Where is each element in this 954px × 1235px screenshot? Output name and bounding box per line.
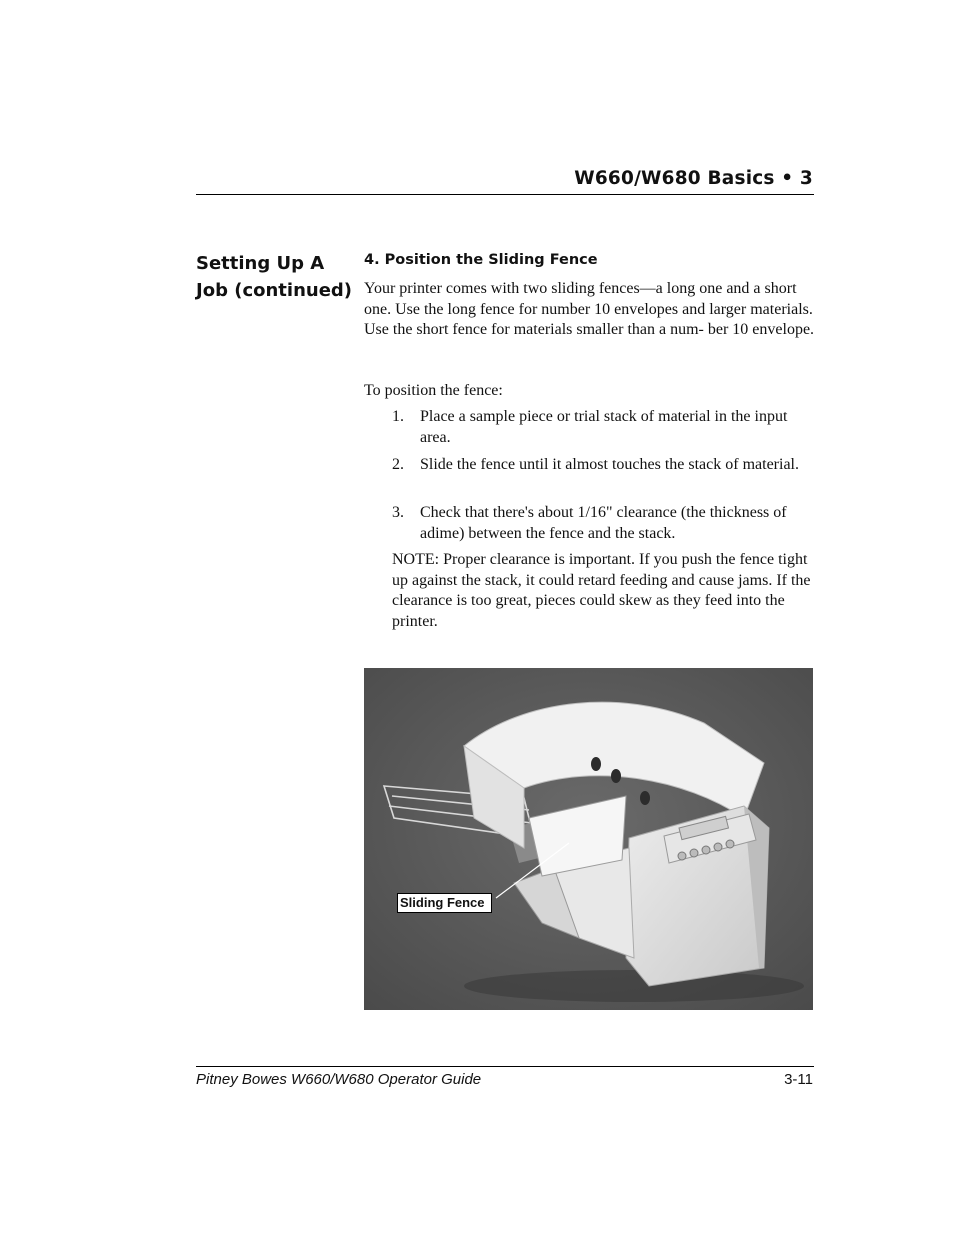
printer-illustration (364, 668, 813, 1010)
running-header-title: W660/W680 Basics • 3 (574, 168, 813, 189)
header-rule (196, 194, 814, 195)
footer-page-number: 3-11 (784, 1071, 813, 1088)
footer-rule (196, 1066, 814, 1067)
section-heading-line-2: Job (continued) (196, 280, 353, 301)
list-item-number: 3. (392, 504, 404, 521)
list-item-number: 2. (392, 456, 404, 473)
intro-paragraph: Your printer comes with two sliding fences—a long one and a short one. Use the long fence for number 10 envelopes and larger materials. Use the short fence for materials smaller than a num- ber 10 envelope. (364, 280, 815, 339)
list-item-number: 1. (392, 408, 404, 425)
lead-in-text: To position the fence: (364, 382, 503, 399)
list-item-text: Check that there's about 1/16" clearance (the thickness of adime) between the fence and the stack. (420, 504, 787, 542)
printer-photo (364, 668, 813, 1010)
list-item-text: Slide the fence until it almost touches the stack of material. (420, 456, 799, 473)
footer-guide-title: Pitney Bowes W660/W680 Operator Guide (196, 1071, 482, 1088)
section-heading-line-1: Setting Up A (196, 253, 325, 274)
section-heading (196, 250, 356, 304)
note-paragraph: NOTE: Proper clearance is important. If you push the fence tight up against the stack, it could retard feeding and cause jams. If the clearance is too great, pieces could skew as they feed into the printer. (392, 551, 811, 630)
list-item-text: Place a sample piece or trial stack of material in the input area. (420, 408, 788, 446)
sliding-fence-callout: Sliding Fence (397, 893, 492, 913)
step-heading: 4. Position the Sliding Fence (364, 252, 598, 268)
